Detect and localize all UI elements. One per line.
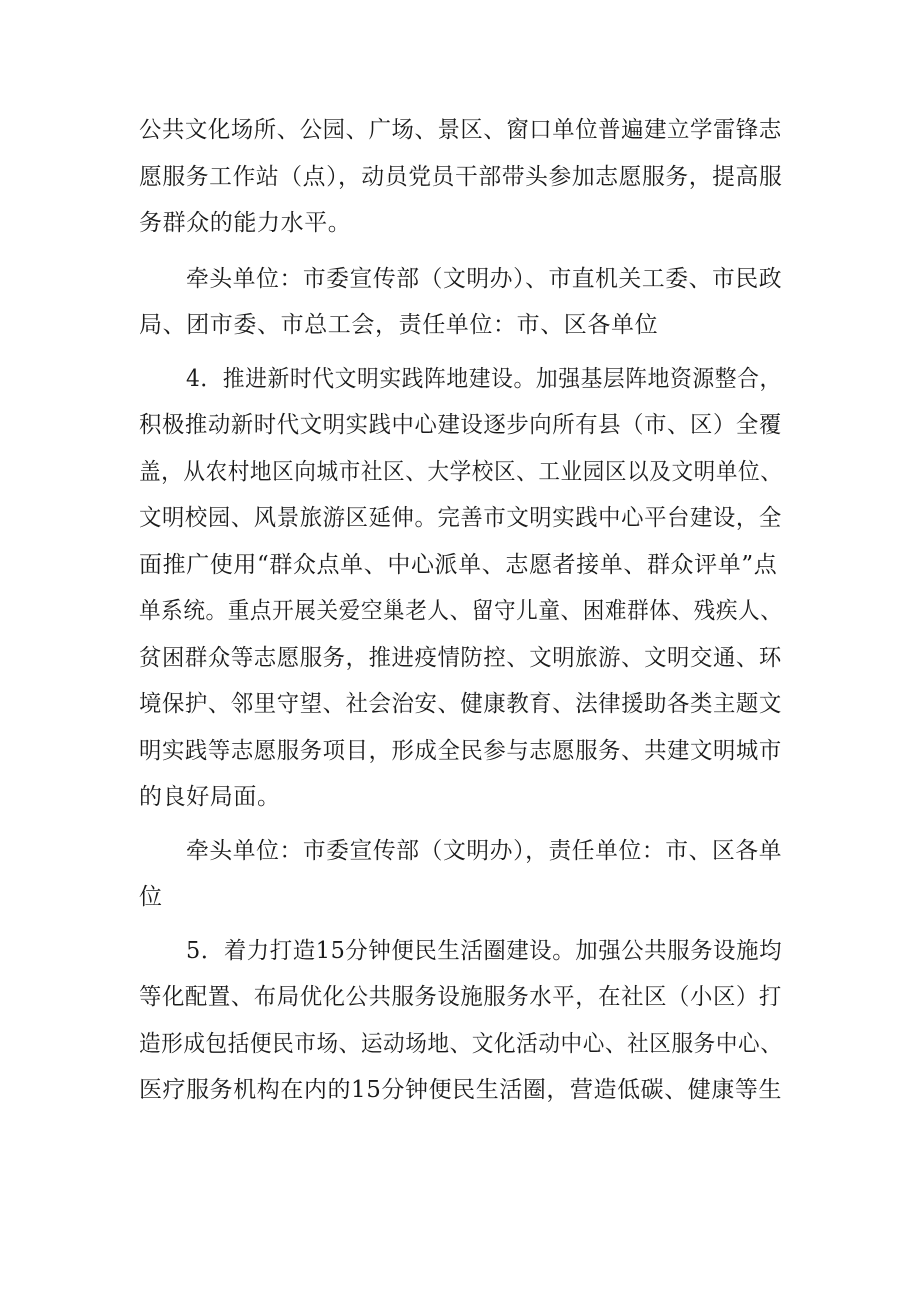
text-line: 愿服务工作站（点），动员党员干部带头参加志愿服务，提高服 [139,164,783,190]
text-line: 文明校园、风景旅游区延伸。完善市文明实践中心平台建设，全 [139,505,782,531]
text-line: 单系统。重点开展关爱空巢老人、留守儿童、困难群体、残疾人、 [139,598,783,624]
text-line: 积极推动新时代文明实践中心建设逐步向所有县（市、区）全覆 [139,412,782,438]
text-line: 务群众的能力水平。 [139,210,352,236]
text-line: 位 [139,884,163,910]
text-line: 等化配置、布局优化公共服务设施服务水平，在社区（小区）打 [139,984,782,1010]
text-line: 明实践等志愿服务项目，形成全民参与志愿服务、共建文明城市 [139,738,782,764]
text-line: 贫困群众等志愿服务，推进疫情防控、文明旅游、文明交通、环 [139,645,782,671]
text-line: 牵头单位：市委宣传部（文明办），责任单位：市、区各单 [186,838,783,864]
text-line: 盖，从农村地区向城市社区、大学校区、工业园区以及文明单位、 [139,459,783,485]
text-line: 4．推进新时代文明实践阵地建设。加强基层阵地资源整合， [186,366,782,392]
text-line: 牵头单位：市委宣传部（文明办）、市直机关工委、市民政 [186,266,783,292]
text-line: 公共文化场所、公园、广场、景区、窗口单位普遍建立学雷锋志 [139,117,782,143]
text-line: 面推广使用“群众点单、中心派单、志愿者接单、群众评单”点 [139,552,778,578]
text-line: 的良好局面。 [139,784,281,810]
text-line: 局、团市委、市总工会，责任单位：市、区各单位 [139,312,659,338]
text-line: 境保护、邻里守望、社会治安、健康教育、法律援助各类主题文 [139,691,782,717]
text-line: 5．着力打造15分钟便民生活圈建设。加强公共服务设施均 [186,938,783,964]
text-line: 医疗服务机构在内的15分钟便民生活圈，营造低碳、健康等生 [139,1077,783,1103]
text-line: 造形成包括便民市场、运动场地、文化活动中心、社区服务中心、 [139,1031,783,1057]
